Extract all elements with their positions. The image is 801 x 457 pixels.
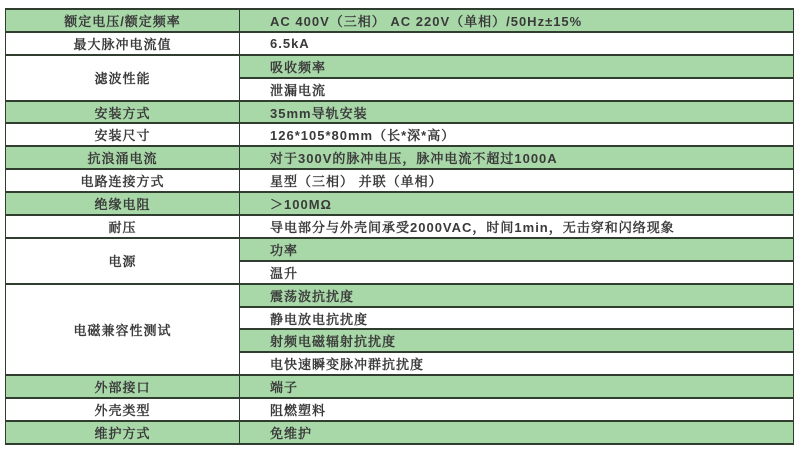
- spec-label: 外部接口: [6, 375, 240, 398]
- spec-value: 对于300V的脉冲电压，脉冲电流不超过1000A: [240, 146, 794, 169]
- spec-label: 电源: [6, 238, 240, 284]
- spec-value: 震荡波抗扰度: [240, 284, 794, 307]
- spec-value: 温升: [240, 261, 794, 284]
- spec-value: 电快速瞬变脉冲群抗扰度: [240, 352, 794, 375]
- table-row: [6, 146, 794, 169]
- spec-label: 安装尺寸: [6, 123, 240, 146]
- table-row: [6, 215, 794, 238]
- table-row: [6, 238, 794, 261]
- table-row: [6, 123, 794, 146]
- spec-value: ＞100MΩ: [240, 192, 794, 215]
- spec-label: 电磁兼容性测试: [6, 284, 240, 376]
- spec-value: 星型（三相） 并联（单相）: [240, 169, 794, 192]
- table-row: [6, 375, 794, 398]
- table-row: [6, 55, 794, 78]
- table-row: [6, 284, 794, 307]
- table-row: [6, 101, 794, 124]
- table-row: [6, 9, 794, 32]
- table-row: [6, 421, 794, 444]
- spec-value: 泄漏电流: [240, 78, 794, 101]
- spec-table: [5, 8, 794, 445]
- spec-label: 绝缘电阻: [6, 192, 240, 215]
- table-row: [6, 192, 794, 215]
- spec-label: 维护方式: [6, 421, 240, 444]
- spec-value: 静电放电抗扰度: [240, 307, 794, 330]
- spec-table-body: [6, 9, 794, 444]
- spec-value: 端子: [240, 375, 794, 398]
- spec-value: 35mm导轨安装: [240, 101, 794, 124]
- spec-value: 功率: [240, 238, 794, 261]
- spec-value: 阻燃塑料: [240, 398, 794, 421]
- spec-value: AC 400V（三相） AC 220V（单相）/50Hz±15%: [240, 9, 794, 32]
- spec-value: 免维护: [240, 421, 794, 444]
- spec-value: 6.5kA: [240, 32, 794, 55]
- spec-label: 电路连接方式: [6, 169, 240, 192]
- table-row: [6, 32, 794, 55]
- spec-label: 耐压: [6, 215, 240, 238]
- table-row: [6, 398, 794, 421]
- spec-value: 吸收频率: [240, 55, 794, 78]
- spec-label: 安装方式: [6, 101, 240, 124]
- spec-value: 126*105*80mm（长*深*高）: [240, 123, 794, 146]
- spec-label: 额定电压/额定频率: [6, 9, 240, 32]
- spec-value: 导电部分与外壳间承受2000VAC，时间1min，无击穿和闪络现象: [240, 215, 794, 238]
- spec-label: 滤波性能: [6, 55, 240, 101]
- spec-value: 射频电磁辐射抗扰度: [240, 329, 794, 352]
- table-row: [6, 169, 794, 192]
- spec-label: 抗浪涌电流: [6, 146, 240, 169]
- spec-label: 最大脉冲电流值: [6, 32, 240, 55]
- spec-label: 外壳类型: [6, 398, 240, 421]
